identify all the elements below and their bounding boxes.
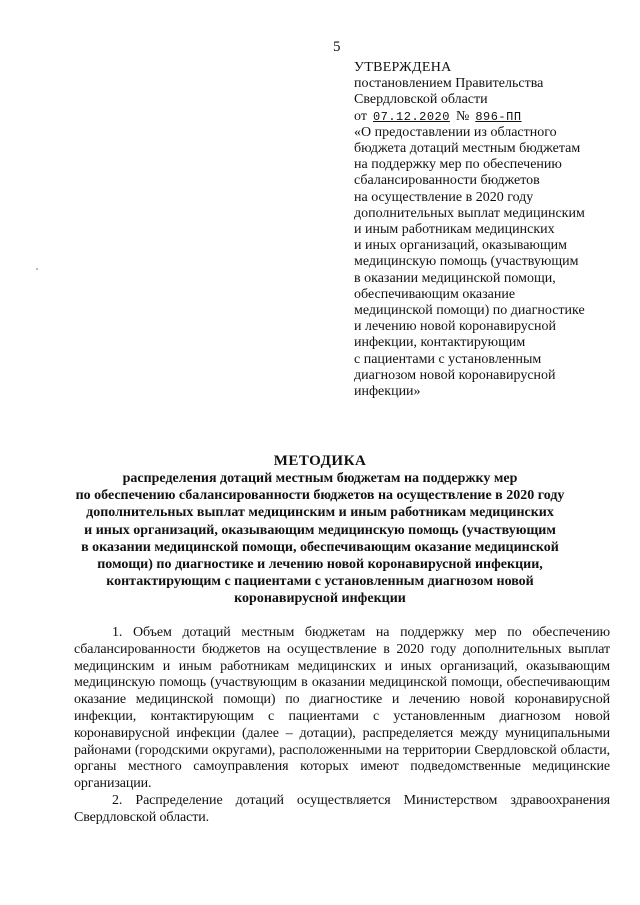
approval-date-line (354, 109, 624, 125)
approval-subject-line: и иным работникам медицинских (354, 222, 555, 238)
approval-subject-line: на осуществление в 2020 году (354, 189, 534, 205)
body-text (74, 625, 610, 827)
approval-date: 07.12.2020 (372, 109, 450, 124)
approval-subject-line: сбалансированности бюджетов (354, 173, 540, 189)
method-subtitle-line: контактирующим с пациентами с установленным диагнозом новой (106, 574, 534, 590)
method-subtitle-line: по обеспечению сбалансированности бюджетов на осуществление в 2020 году (75, 488, 565, 504)
approval-title: УТВЕРЖДЕНА (354, 60, 452, 75)
paragraph-1: 1. Объем дотаций местным бюджетам на поддержку мер по обеспечению сбалансированности бюджетов на осуществление в 2020 году дополнительных выплат медицинским и иным работникам медицинских и иных организаций, оказывающим медицинскую помощь (участвующим в оказании медицинской помощи, обеспечивающим оказание медицинской помощи) по диагностике и лечению новой коронавирусной инфекции, контактирующим с пациентами с установленным диагнозом новой коронавирусной инфекции (далее – дотации), распределяется между муниципальными районами (городскими округами), расположенными на территории Свердловской области, органы местного самоуправления которых имеют подведомственные медицинские организации. (74, 625, 610, 792)
approval-subject-line: и иных организаций, оказывающим (354, 238, 568, 254)
approval-subject (354, 125, 624, 400)
paragraph-2: 2. Распределение дотаций осуществляется Министерством здравоохранения Свердловской области. (74, 792, 610, 825)
approval-number-prefix: № (455, 108, 470, 124)
method-subtitle-line: помощи) по диагностике и лечению новой коронавирусной инфекции, (97, 557, 543, 573)
method-subtitle-line: в оказании медицинской помощи, обеспечивающим оказание медицинской (81, 539, 559, 555)
approval-subject-line: с пациентами с установленным (354, 351, 542, 367)
method-title: МЕТОДИКА (273, 453, 367, 469)
approval-date-prefix: от (354, 108, 367, 124)
approval-line-2: Свердловской области (354, 92, 488, 108)
approval-subject-line: в оказании медицинской помощи, (354, 270, 556, 286)
approval-subject-line: обеспечивающим оказание (354, 286, 516, 302)
page-number: 5 (333, 39, 341, 55)
approval-stamp (354, 60, 624, 400)
method-subtitle (40, 470, 600, 608)
approval-subject-line: медицинской помощи) по диагностике (354, 303, 585, 319)
approval-subject-line: дополнительных выплат медицинским (354, 205, 585, 221)
method-subtitle-line: и иных организаций, оказывающим медицинскую помощь (участвующим (84, 522, 556, 538)
method-heading (40, 452, 600, 608)
approval-subject-line: на поддержку мер по обеспечению (354, 157, 562, 173)
approval-subject-line: «О предоставлении из областного (354, 124, 557, 140)
approval-subject-line: бюджета дотаций местным бюджетам (354, 141, 581, 157)
method-subtitle-line: дополнительных выплат медицинским и иным работникам медицинских (86, 505, 554, 521)
approval-number: 896-ПП (475, 109, 522, 124)
approval-subject-line: и лечению новой коронавирусной (354, 319, 556, 335)
scan-speck (36, 268, 38, 270)
approval-subject-line: инфекции, контактирующим (354, 335, 526, 351)
approval-line-1: постановлением Правительства (354, 76, 544, 92)
approval-subject-line: инфекции» (354, 384, 421, 400)
method-subtitle-line: распределения дотаций местным бюджетам на поддержку мер (122, 471, 518, 486)
method-subtitle-line: коронавирусной инфекции (234, 591, 406, 607)
approval-subject-line: медицинскую помощь (участвующим (354, 254, 579, 270)
approval-subject-line: диагнозом новой коронавирусной (354, 367, 556, 383)
